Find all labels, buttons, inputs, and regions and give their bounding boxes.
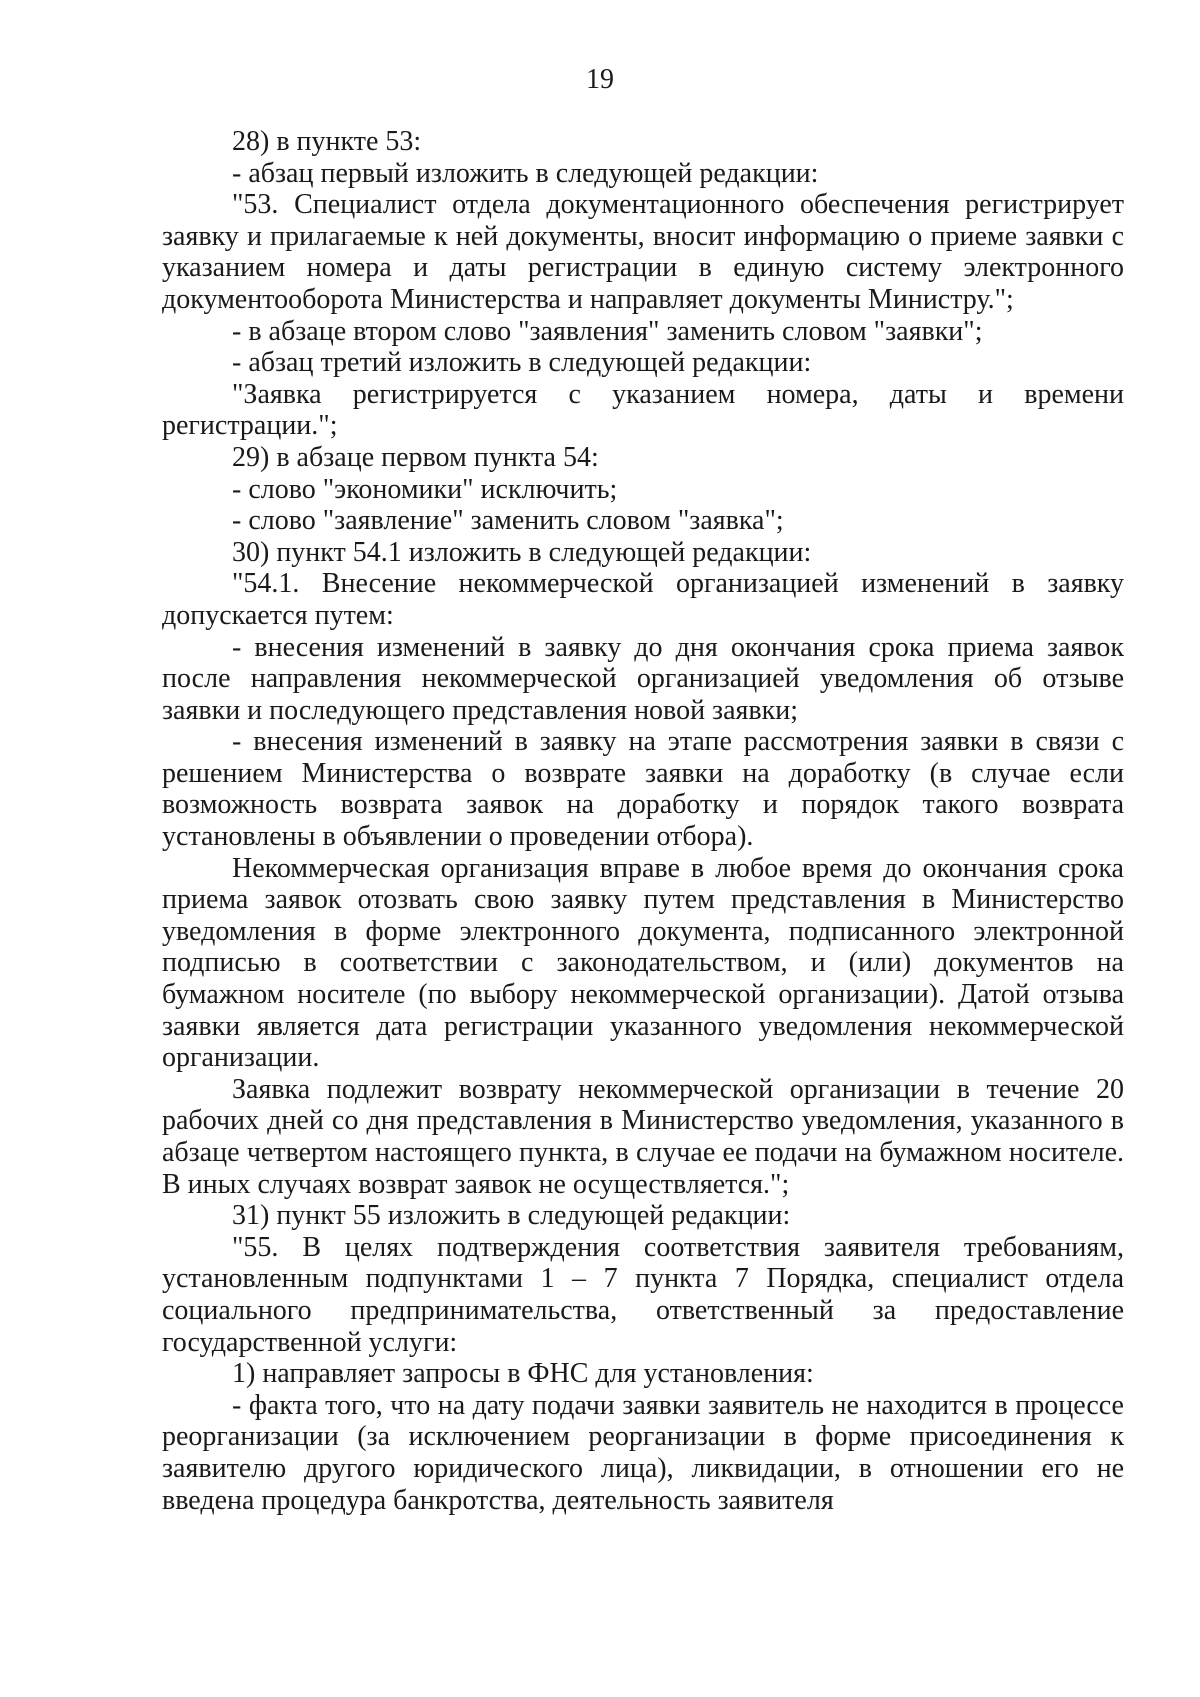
paragraph-6: "Заявка регистрируется с указанием номера, даты и времени регистрации."; — [162, 378, 1124, 442]
paragraph-13: - внесения изменений в заявку на этапе рассмотрения заявки в связи с решением Министерства о возврате заявки на доработку (в случае если возможность возврата заявок на доработку и порядок такого возврата установлены в объявлении о проведении отбора). — [162, 726, 1124, 853]
paragraph-9: - слово "заявление" заменить словом "заявка"; — [232, 505, 784, 537]
paragraph-15: Заявка подлежит возврату некоммерческой организации в течение 20 рабочих дней со дня представления в Министерство уведомления, указанного в абзаце четвертом настоящего пункта, в случае ее подачи на бумажном носителе. В иных случаях возврат заявок не осуществляется."; — [162, 1073, 1124, 1200]
paragraph-4: - в абзаце втором слово "заявления" заменить словом "заявки"; — [232, 315, 983, 347]
paragraph-11: "54.1. Внесение некоммерческой организацией изменений в заявку допускается путем: — [162, 568, 1124, 631]
paragraph-17: "55. В целях подтверждения соответствия заявителя требованиям, установленным подпунктами 1 – 7 пункта 7 Порядка, специалист отдела социального предпринимательства, ответственный за предоставление государственной услуги: — [162, 1231, 1124, 1358]
page-number: 19 — [586, 64, 614, 95]
paragraph-2: - абзац первый изложить в следующей редакции: — [232, 157, 819, 189]
paragraph-10: 30) пункт 54.1 изложить в следующей редакции: — [232, 536, 812, 568]
paragraph-8: - слово "экономики" исключить; — [232, 473, 618, 505]
paragraph-12: - внесения изменений в заявку до дня окончания срока приема заявок после направления некоммерческой организацией уведомления об отзыве заявки и последующего представления новой заявки; — [162, 631, 1124, 726]
paragraph-14: Некоммерческая организация вправе в любое время до окончания срока приема заявок отозвать свою заявку путем представления в Министерство уведомления в форме электронного документа, подписанного электронной подписью в соответствии с законодательством, и (или) документов на бумажном носителе (по выбору некоммерческой организации). Датой отзыва заявки является дата регистрации указанного уведомления некоммерческой организации. — [162, 852, 1124, 1074]
paragraph-1: 28) в пункте 53: — [232, 126, 422, 157]
document-body — [162, 126, 1124, 1516]
paragraph-7: 29) в абзаце первом пункта 54: — [232, 441, 599, 473]
paragraph-19: - факта того, что на дату подачи заявки заявитель не находится в процессе реорганизации (за исключением реорганизации в форме присоединения к заявителю другого юридического лица), ликвидации, в отношении его не введена процедура банкротства, деятельность заявителя — [162, 1389, 1124, 1516]
paragraph-16: 31) пункт 55 изложить в следующей редакции: — [232, 1200, 791, 1232]
paragraph-3: "53. Специалист отдела документационного обеспечения регистрирует заявку и прилагаемые к ней документы, вносит информацию о приеме заявки с указанием номера и даты регистрации в единую систему электронного документооборота Министерства и направляет документы Министру."; — [162, 189, 1124, 315]
paragraph-18: 1) направляет запросы в ФНС для установления: — [232, 1358, 814, 1390]
paragraph-5: - абзац третий изложить в следующей редакции: — [232, 347, 812, 379]
